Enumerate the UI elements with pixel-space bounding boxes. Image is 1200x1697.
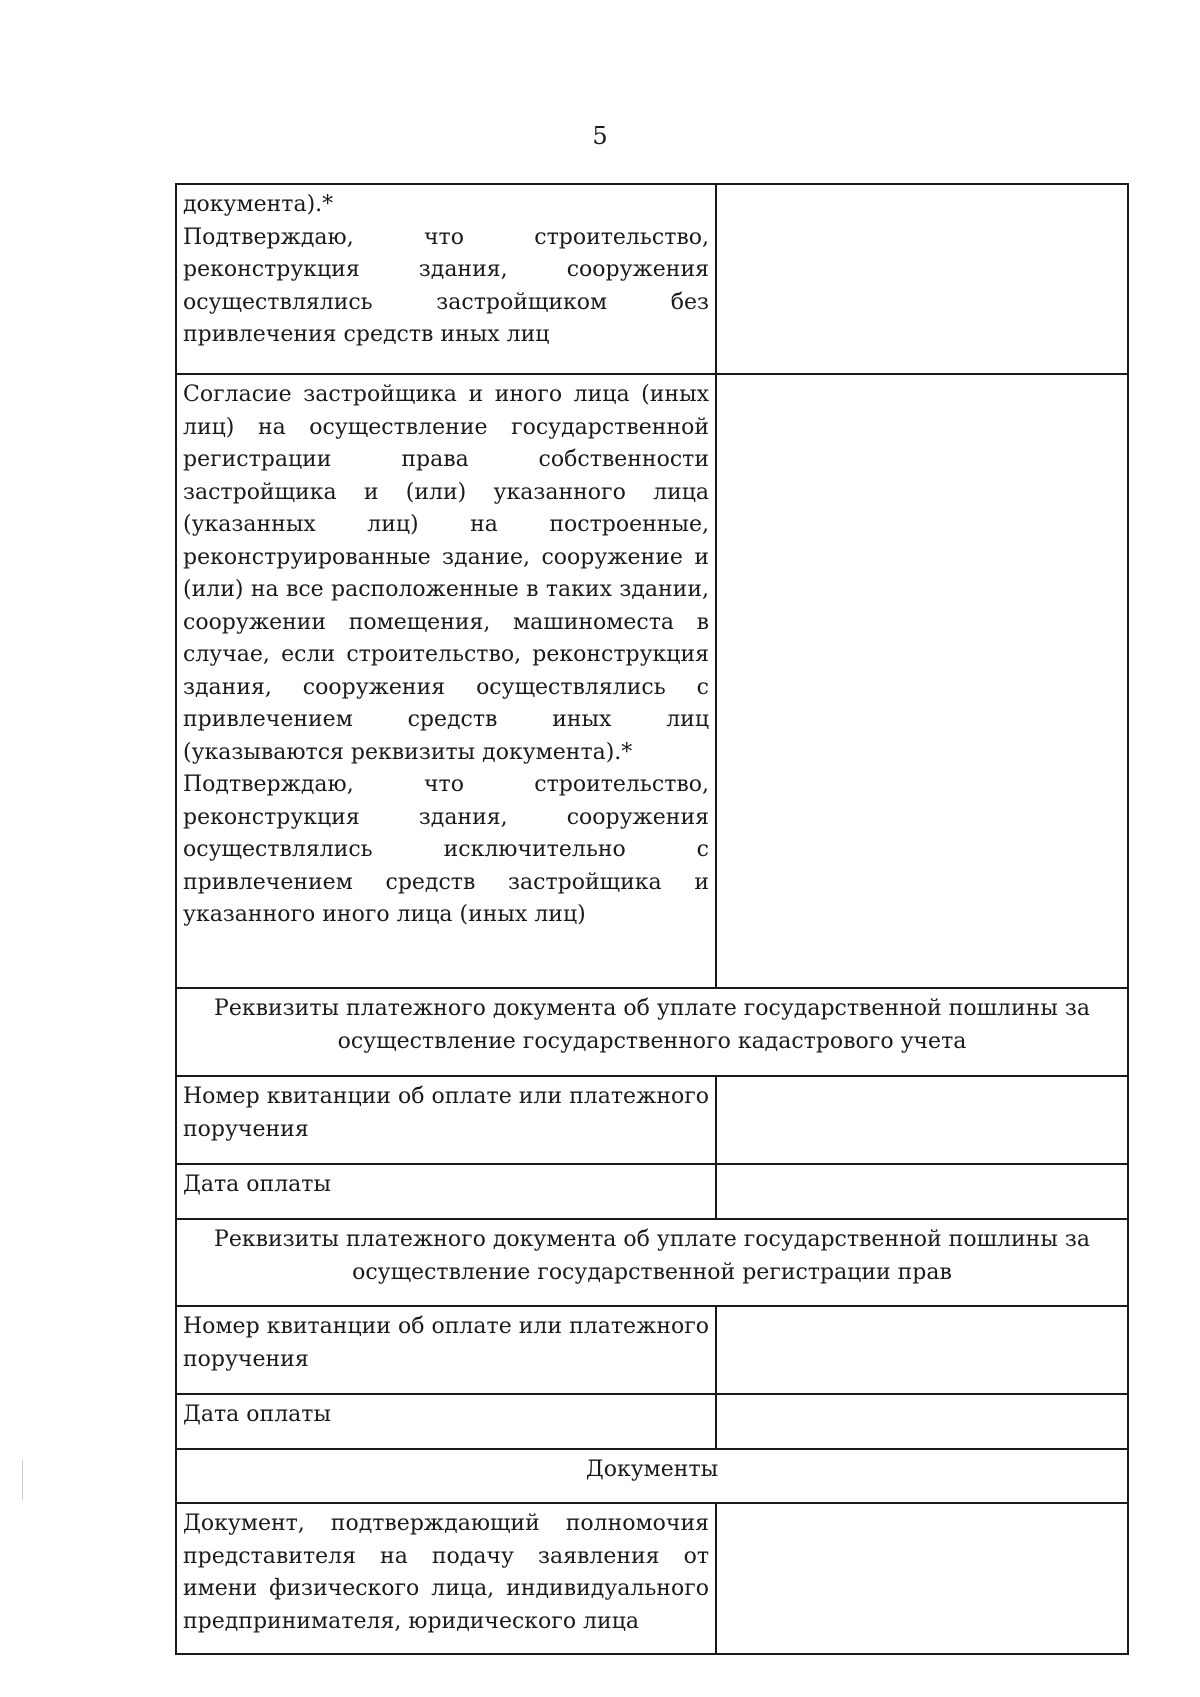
cadastral-receipt-number-label: Номер квитанции об оплате или платежного поручения <box>176 1076 716 1164</box>
section-heading-cadastral-fee: Реквизиты платежного документа об уплате государственной пошлины за осуществление государственного кадастрового учета <box>176 988 1128 1076</box>
rights-receipt-number-label: Номер квитанции об оплате или платежного поручения <box>176 1306 716 1394</box>
application-form-table <box>175 183 1129 1655</box>
representative-authority-doc-label: Документ, подтверждающий полномочия представителя на подачу заявления от имени физического лица, индивидуального предпринимателя, юридического лица <box>176 1503 716 1654</box>
self-funded-confirmation-text: Подтверждаю, что строительство, реконструкция здания, сооружения осуществлялись застройщиком без привлечения средств иных лиц <box>183 224 709 347</box>
consent-registration-label <box>176 374 716 988</box>
joint-funded-confirmation-text: Подтверждаю, что строительство, реконструкция здания, сооружения осуществлялись исключительно с привлечением средств застройщика и указанного иного лица (иных лиц) <box>183 772 709 927</box>
section-heading-rights-fee: Реквизиты платежного документа об уплате государственной пошлины за осуществление государственной регистрации прав <box>176 1219 1128 1306</box>
table-row <box>176 1449 1128 1503</box>
rights-payment-date-value[interactable] <box>716 1394 1128 1449</box>
cadastral-payment-date-label: Дата оплаты <box>176 1164 716 1219</box>
cadastral-receipt-number-value[interactable] <box>716 1076 1128 1164</box>
table-row <box>176 1503 1128 1654</box>
document-details-continuation: документа).* <box>183 192 334 217</box>
table-row <box>176 374 1128 988</box>
table-row <box>176 1164 1128 1219</box>
page-number: 5 <box>592 122 608 150</box>
table-row <box>176 1076 1128 1164</box>
self-funded-confirmation-label <box>176 184 716 374</box>
consent-registration-text: Согласие застройщика и иного лица (иных лиц) на осуществление государственной регистрации права собственности застройщика и (или) указанного лица (указанных лиц) на построенные, реконструированные здание, сооружение и (или) на все расположенные в таких здании, сооружении помещения, машиноместа в случае, если строительство, реконструкция здания, сооружения осуществлялись с привлечением средств иных лиц (указываются реквизиты документа).* <box>183 382 709 765</box>
rights-receipt-number-value[interactable] <box>716 1306 1128 1394</box>
consent-registration-value[interactable] <box>716 374 1128 988</box>
rights-payment-date-label: Дата оплаты <box>176 1394 716 1449</box>
section-heading-documents: Документы <box>176 1449 1128 1503</box>
self-funded-confirmation-value[interactable] <box>716 184 1128 374</box>
table-row <box>176 1394 1128 1449</box>
table-row <box>176 1219 1128 1306</box>
table-row <box>176 988 1128 1076</box>
representative-authority-doc-value[interactable] <box>716 1503 1128 1654</box>
table-row <box>176 1306 1128 1394</box>
cadastral-payment-date-value[interactable] <box>716 1164 1128 1219</box>
table-row <box>176 184 1128 374</box>
scan-edge-mark <box>22 1460 23 1500</box>
